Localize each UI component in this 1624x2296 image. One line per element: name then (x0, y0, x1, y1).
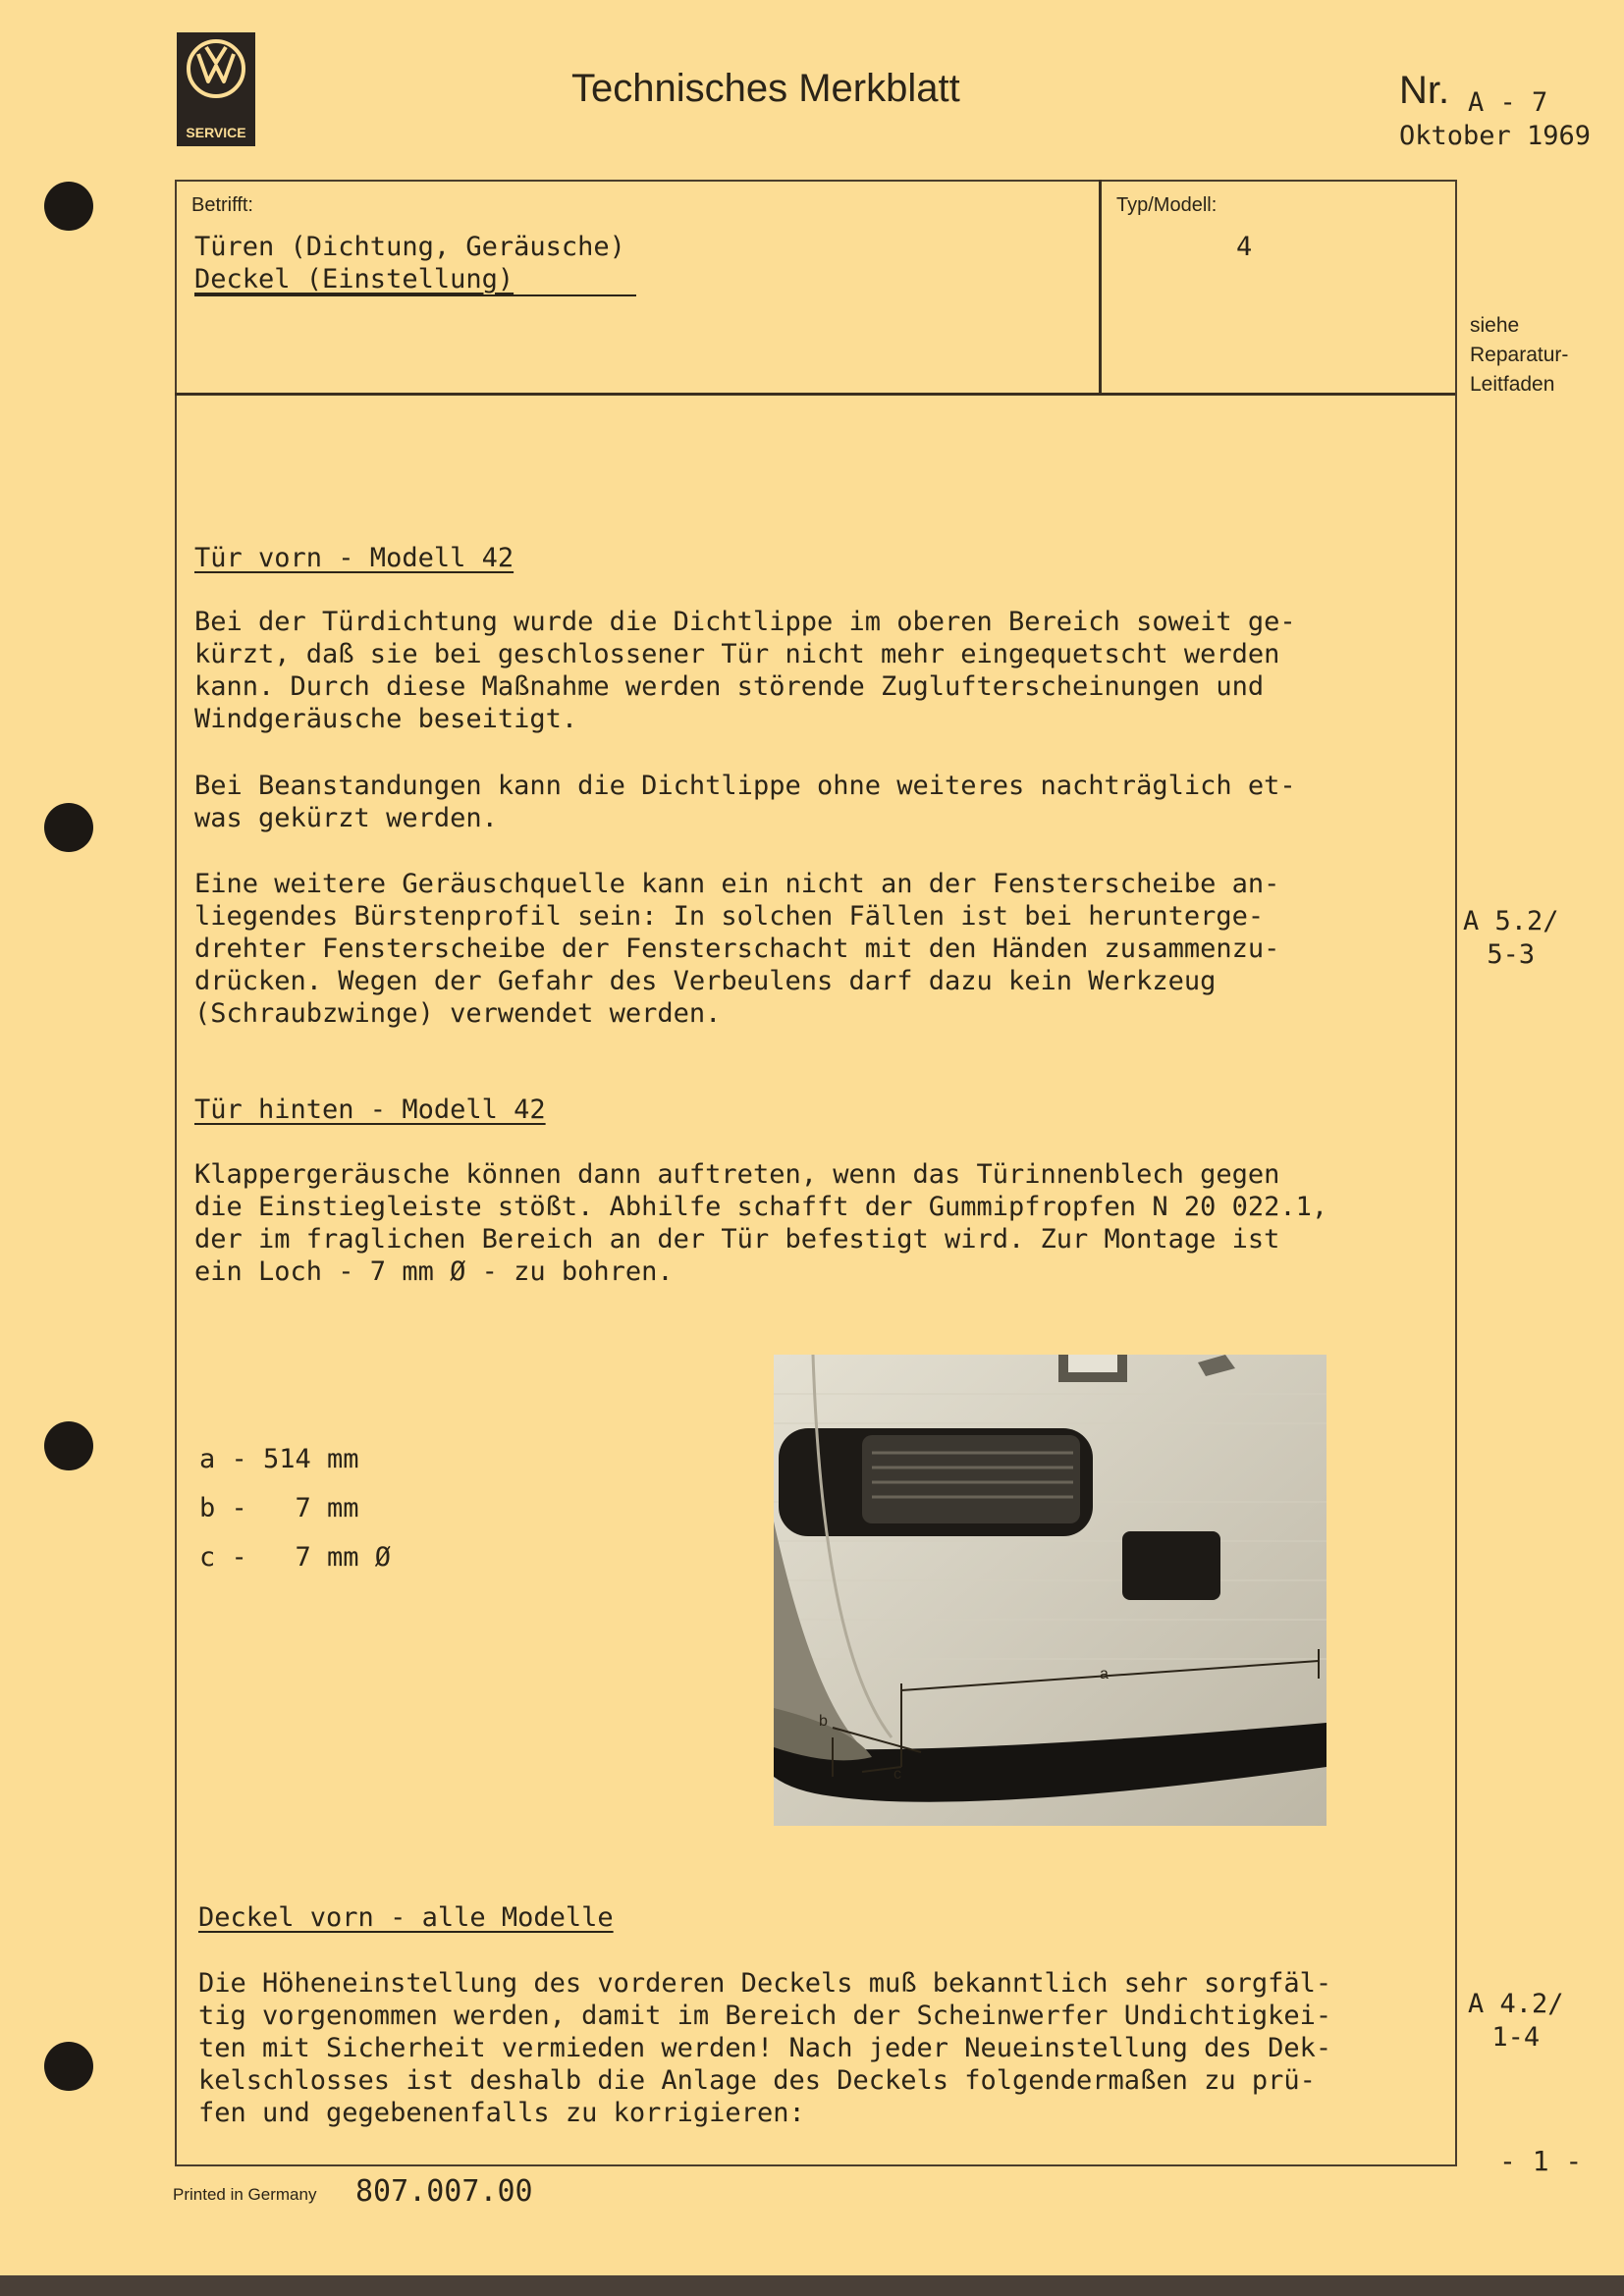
paragraph: Eine weitere Geräuschquelle kann ein nicht an der Fensterscheibe an- liegendes Bürstenprofil sein: In solchen Fällen ist bei herunterge- drehter Fensterscheibe der Fensterschacht mit den Händen zusammenzu- drücken. Wegen der Gefahr des Verbeulens darf dazu kein Werkzeug (Schraubzwinge) verwendet werden. (194, 869, 1280, 1029)
paragraph: Die Höheneinstellung des vorderen Deckels muß bekanntlich sehr sorgfäl- tig vorgenommen werden, damit im Bereich der Scheinwerfer Undichtigkei- ten mit Sicherheit vermieden werden! Nach jeder Neueinstellung des Dek- kelschlosses ist deshalb die Anlage des Deckels folgendermaßen zu prü- fen und gegebenenfalls zu korrigieren: (198, 1968, 1332, 2128)
betrifft-line-2: Deckel (Einstellung) (194, 264, 514, 294)
document-title: Technisches Merkblatt (571, 67, 960, 110)
subject-box-divider (1099, 180, 1102, 393)
nr-label: Nr. (1399, 69, 1450, 112)
side-note-line: siehe (1470, 314, 1520, 337)
side-note-line: Reparatur- (1470, 344, 1569, 366)
side-note-line: Leitfaden (1470, 373, 1555, 396)
binder-hole (44, 182, 93, 231)
paragraph: Bei Beanstandungen kann die Dichtlippe ohne weiteres nachträglich et- was gekürzt werden. (194, 771, 1296, 833)
paragraph: Klappergeräusche können dann auftreten, wenn das Türinnenblech gegen die Einstiegleiste stößt. Abhilfe schafft der Gummipfropfen N 20 022.1, der im fraglichen Bereich an der Tür befestigt wird. Zur Montage ist ein Loch - 7 mm Ø - zu bohren. (194, 1159, 1328, 1287)
betrifft-line-1: Türen (Dichtung, Geräusche) (194, 232, 625, 262)
binder-hole (44, 803, 93, 852)
paragraph: Bei der Türdichtung wurde die Dichtlippe im oberen Bereich soweit ge- kürzt, daß sie bei geschlossener Tür nicht mehr eingequetscht werden kann. Durch diese Maßnahme werden störende Zuglufterscheinungen und Windgeräusche beseitigt. (194, 607, 1296, 734)
typ-label: Typ/Modell: (1116, 194, 1218, 216)
document-number: 807.007.00 (355, 2174, 533, 2209)
measurement-a: a - 514 mm (199, 1444, 359, 1474)
measurement-b: b - 7 mm (199, 1493, 359, 1523)
issue-date: Oktober 1969 (1399, 121, 1592, 151)
betrifft-label: Betrifft: (191, 194, 253, 216)
printed-in-germany: Printed in Germany (173, 2185, 317, 2204)
logo-service-text: SERVICE (186, 125, 246, 140)
section-heading-deckel-vorn: Deckel vorn - alle Modelle (198, 1902, 614, 1933)
figure-label-a: a (1100, 1666, 1109, 1682)
typ-value: 4 (1236, 232, 1253, 262)
figure-label-b: b (819, 1713, 828, 1730)
page-number: - 1 - (1499, 2145, 1583, 2177)
side-note (1470, 311, 1568, 400)
section-heading-tuer-vorn: Tür vorn - Modell 42 (194, 543, 514, 573)
vw-logo (177, 32, 255, 146)
section-heading-tuer-hinten: Tür hinten - Modell 42 (194, 1095, 546, 1125)
scan-edge (0, 2275, 1624, 2296)
figure-label-c: c (893, 1766, 901, 1783)
nr-value: A - 7 (1468, 87, 1548, 118)
binder-hole (44, 1421, 93, 1470)
reference-a-5-2: A 5.2/ 5-3 (1463, 906, 1559, 970)
door-photo (774, 1355, 1326, 1826)
measurement-c: c - 7 mm Ø (199, 1542, 392, 1573)
binder-hole (44, 2042, 93, 2091)
betrifft-underline (194, 294, 636, 296)
reference-a-4-2: A 4.2/ 1-4 (1468, 1989, 1564, 2053)
